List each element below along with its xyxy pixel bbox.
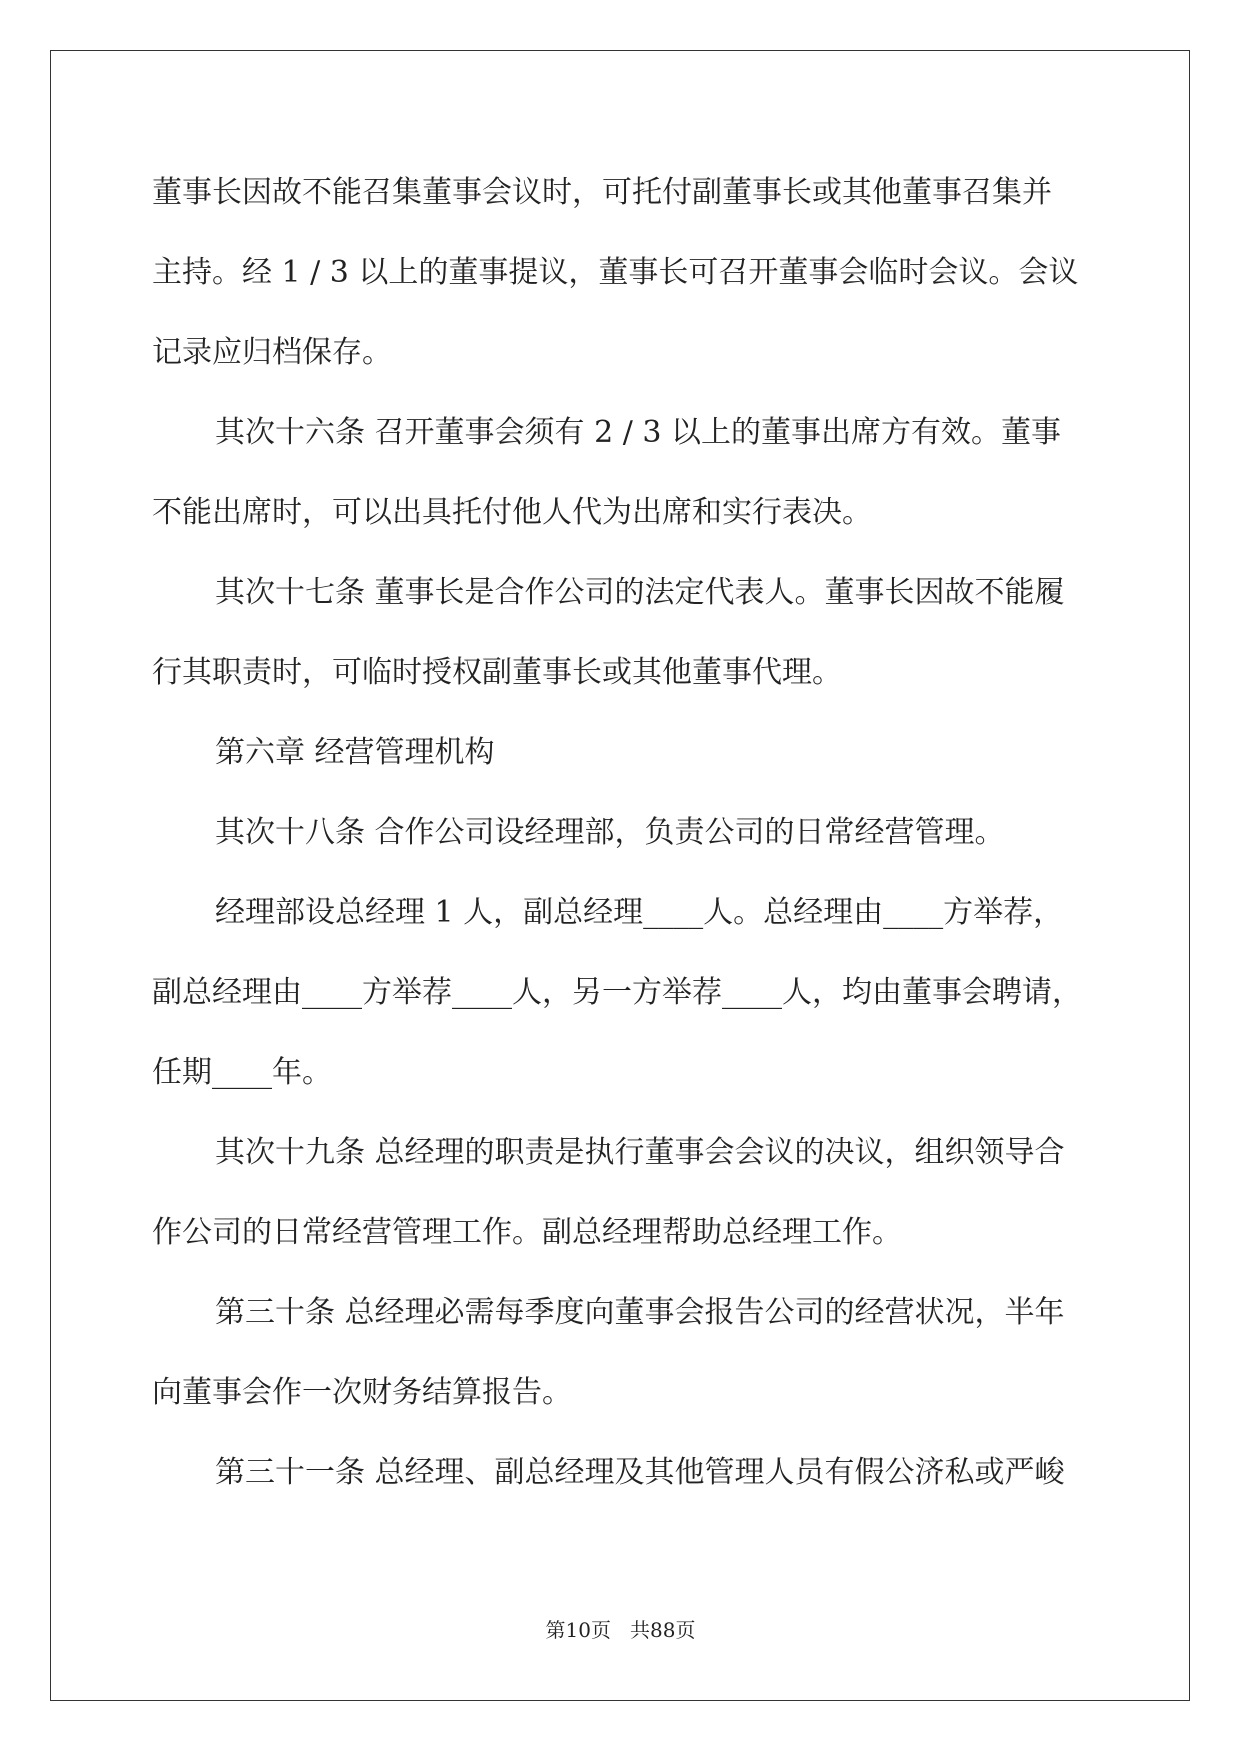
article-17-line-2: 行其职责时，可临时授权副董事长或其他董事代理。 (152, 655, 842, 690)
page-footer (0, 1614, 1241, 1643)
article-19-line-2: 作公司的日常经营管理工作。副总经理帮助总经理工作。 (152, 1215, 902, 1250)
manager-dept-line-3: 任期____年。 (152, 1055, 332, 1090)
article-30-line-2: 向董事会作一次财务结算报告。 (152, 1375, 572, 1410)
article-17-line-1: 其次十七条 董事长是合作公司的法定代表人。董事长因故不能履 (215, 575, 1065, 610)
total-pages: 88 (650, 1618, 676, 1642)
article-31-line-1: 第三十一条 总经理、副总经理及其他管理人员有假公济私或严峻 (215, 1455, 1065, 1490)
article-18-line-1: 其次十八条 合作公司设经理部，负责公司的日常经营管理。 (215, 815, 1005, 850)
manager-dept-line-1: 经理部设总经理 1 人，副总经理____人。总经理由____方举荐， (215, 895, 1064, 930)
total-prefix: 共 (630, 1618, 651, 1642)
chapter-6-heading: 第六章 经营管理机构 (215, 735, 495, 770)
article-16-line-1: 其次十六条 召开董事会须有 2 / 3 以上的董事出席方有效。董事 (215, 415, 1061, 450)
article-30-line-1: 第三十条 总经理必需每季度向董事会报告公司的经营状况，半年 (215, 1295, 1065, 1330)
article-19-line-1: 其次十九条 总经理的职责是执行董事会会议的决议，组织领导合 (215, 1135, 1065, 1170)
page-suffix: 页 (590, 1618, 611, 1642)
text-line-1: 董事长因故不能召集董事会议时，可托付副董事长或其他董事召集并 (152, 175, 1052, 210)
total-suffix: 页 (675, 1618, 696, 1642)
manager-dept-line-2: 副总经理由____方举荐____人，另一方举荐____人，均由董事会聘请， (152, 975, 1082, 1010)
page-prefix: 第 (545, 1618, 566, 1642)
page-number: 10 (565, 1618, 591, 1642)
document-body (152, 153, 1097, 1513)
text-line-3: 记录应归档保存。 (152, 335, 392, 370)
article-16-line-2: 不能出席时，可以出具托付他人代为出席和实行表决。 (152, 495, 872, 530)
text-line-2: 主持。经 1 / 3 以上的董事提议，董事长可召开董事会临时会议。会议 (152, 255, 1079, 290)
